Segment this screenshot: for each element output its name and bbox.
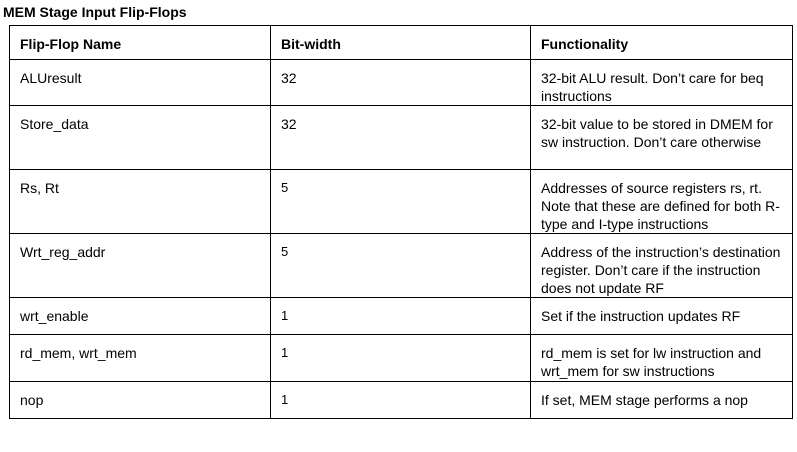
cell-functionality: Set if the instruction updates RF xyxy=(531,298,793,335)
table-row xyxy=(10,170,793,234)
table-row xyxy=(10,60,793,106)
table-row xyxy=(10,234,793,298)
cell-functionality: Addresses of source registers rs, rt. Note that these are defined for both R-type and I-type instructions xyxy=(531,170,793,234)
cell-bit-width: 5 xyxy=(271,234,531,298)
cell-bit-width: 5 xyxy=(271,170,531,234)
cell-name: wrt_enable xyxy=(10,298,271,335)
cell-name: Rs, Rt xyxy=(10,170,271,234)
cell-name: rd_mem, wrt_mem xyxy=(10,335,271,382)
cell-bit-width: 32 xyxy=(271,106,531,170)
cell-functionality: rd_mem is set for lw instruction and wrt_mem for sw instructions xyxy=(531,335,793,382)
cell-name: nop xyxy=(10,382,271,419)
flip-flop-table xyxy=(9,25,793,419)
header-functionality: Functionality xyxy=(531,26,793,60)
page-title: MEM Stage Input Flip-Flops xyxy=(3,4,187,20)
cell-functionality: 32-bit value to be stored in DMEM for sw instruction. Don’t care otherwise xyxy=(531,106,793,170)
cell-name: Wrt_reg_addr xyxy=(10,234,271,298)
table-row xyxy=(10,382,793,419)
cell-bit-width: 32 xyxy=(271,60,531,106)
cell-functionality: 32-bit ALU result. Don’t care for beq instructions xyxy=(531,60,793,106)
table-header-row xyxy=(10,26,793,60)
header-flip-flop-name: Flip-Flop Name xyxy=(10,26,271,60)
cell-functionality: Address of the instruction’s destination register. Don’t care if the instruction does not update RF xyxy=(531,234,793,298)
cell-bit-width: 1 xyxy=(271,335,531,382)
cell-bit-width: 1 xyxy=(271,382,531,419)
table-row xyxy=(10,335,793,382)
cell-name: Store_data xyxy=(10,106,271,170)
cell-functionality: If set, MEM stage performs a nop xyxy=(531,382,793,419)
table-row xyxy=(10,106,793,170)
cell-bit-width: 1 xyxy=(271,298,531,335)
cell-name: ALUresult xyxy=(10,60,271,106)
table-row xyxy=(10,298,793,335)
header-bit-width: Bit-width xyxy=(271,26,531,60)
